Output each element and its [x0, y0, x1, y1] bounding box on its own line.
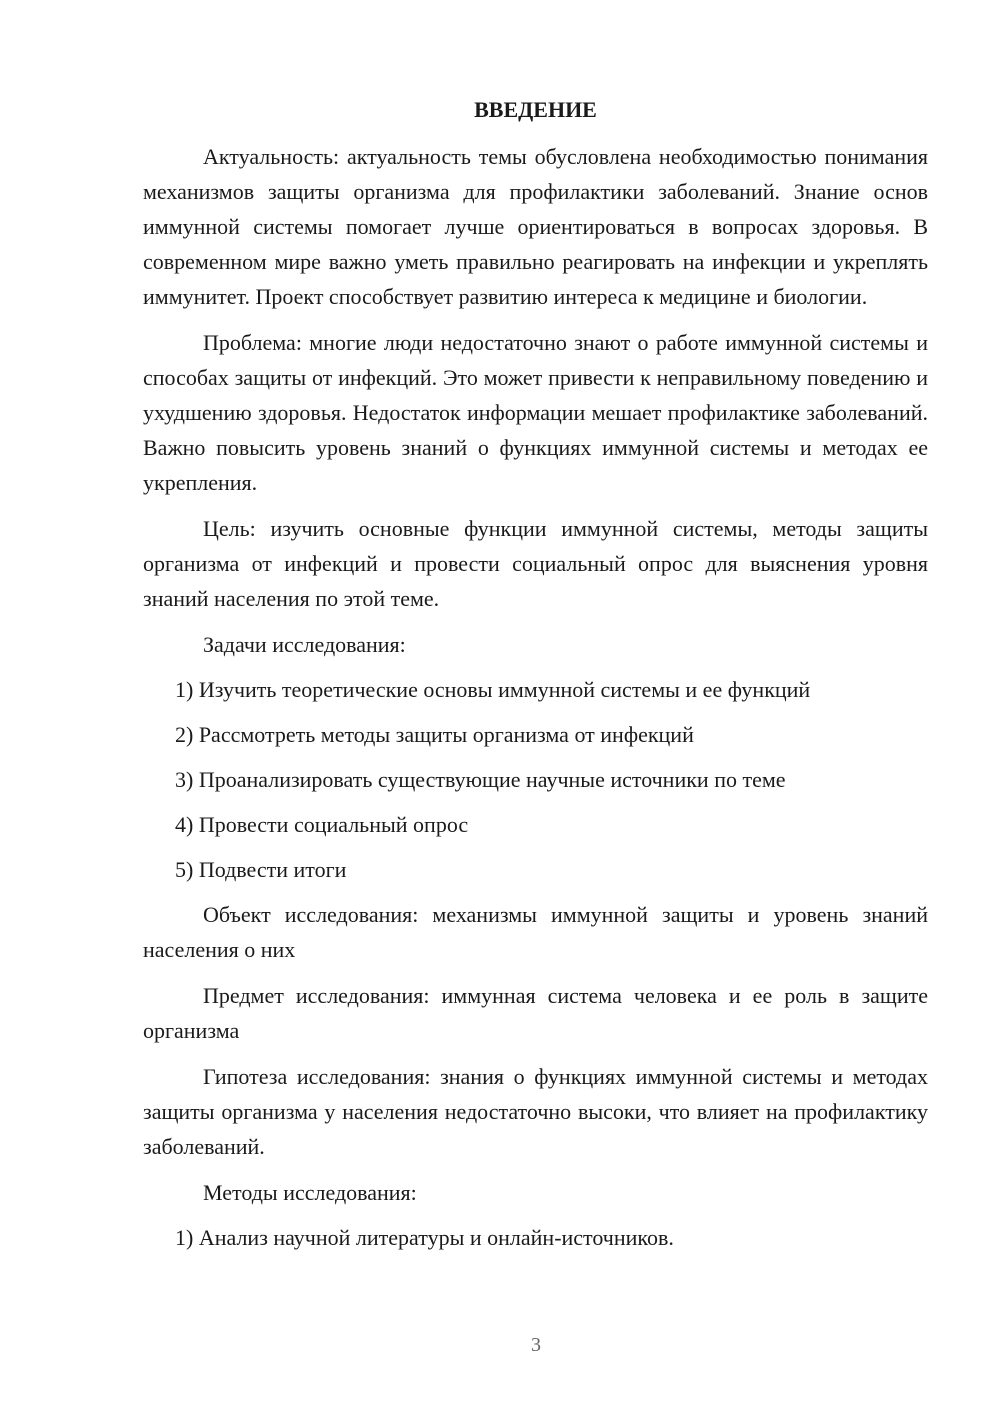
methods-heading: Методы исследования: — [203, 1180, 417, 1205]
list-item: 2) Рассмотреть методы защиты организма от инфекций — [175, 722, 694, 747]
list-item: 4) Провести социальный опрос — [175, 812, 469, 837]
list-item: 3) Проанализировать существующие научные источники по теме — [175, 767, 786, 792]
subject-paragraph: Предмет исследования: иммунная система человека и ее роль в защите организма — [143, 983, 928, 1043]
list-item: 1) Анализ научной литературы и онлайн-источников. — [175, 1225, 674, 1250]
page-title: ВВЕДЕНИЕ — [474, 97, 597, 122]
tasks-heading: Задачи исследования: — [203, 632, 406, 657]
object-paragraph: Объект исследования: механизмы иммунной защиты и уровень знаний населения о них — [143, 902, 928, 962]
hypothesis-paragraph: Гипотеза исследования: знания о функциях иммунной системы и методах защиты организма у населения недостаточно высоки, что влияет на профилактику заболеваний. — [143, 1064, 928, 1159]
problem-paragraph: Проблема: многие люди недостаточно знают о работе иммунной системы и способах защиты от инфекций. Это может привести к неправильному поведению и ухудшению здоровья. Недостаток информации мешает профилактике заболеваний. Важно повысить уровень знаний о функциях иммунной системы и методах ее укрепления. — [143, 330, 928, 495]
tasks-list — [143, 672, 928, 887]
list-item: 1) Изучить теоретические основы иммунной системы и ее функций — [175, 677, 811, 702]
methods-list — [143, 1220, 928, 1255]
document-body — [143, 95, 928, 1265]
relevance-paragraph: Актуальность: актуальность темы обусловлена необходимостью понимания механизмов защиты организма для профилактики заболеваний. Знание основ иммунной системы помогает лучше ориентироваться в вопросах здоровья. В современном мире важно уметь правильно реагировать на инфекции и укреплять иммунитет. Проект способствует развитию интереса к медицине и биологии. — [143, 144, 928, 309]
goal-paragraph: Цель: изучить основные функции иммунной системы, методы защиты организма от инфекций и провести социальный опрос для выяснения уровня знаний населения по этой теме. — [143, 516, 928, 611]
page-number: 3 — [531, 1334, 541, 1356]
list-item: 5) Подвести итоги — [175, 857, 347, 882]
